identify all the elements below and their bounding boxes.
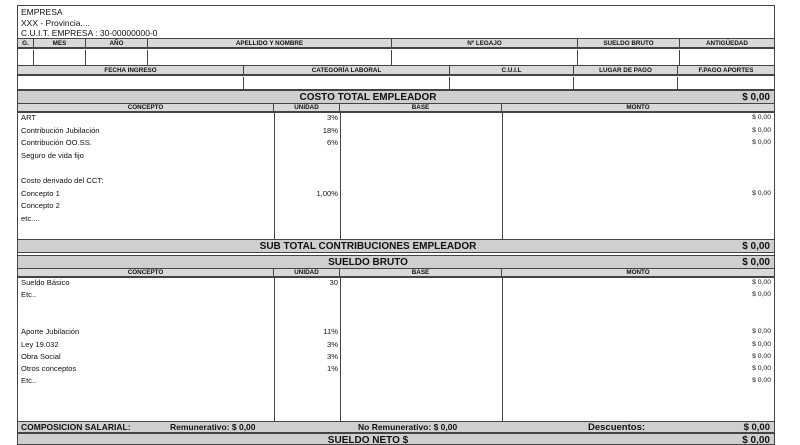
composicion-salarial-bar (18, 421, 774, 433)
no-remunerativo-value: No Remunerativo: $ 0,00 (358, 422, 458, 432)
header-categoria-laboral: CATEGORÍA LABORAL (244, 66, 450, 75)
value-fecha-ingreso[interactable] (18, 77, 244, 90)
employee-value-row-2 (18, 77, 774, 90)
company-block (18, 6, 774, 39)
employee-item-monto: $ 0,00 (752, 279, 771, 286)
employer-item-unidad: 3% (327, 113, 338, 122)
employer-item-unidad: 1,00% (316, 188, 338, 198)
value-ano[interactable] (86, 50, 148, 66)
employer-item-monto: $ 0,00 (752, 189, 771, 197)
employee-item-monto: $ 0,00 (752, 340, 771, 348)
header-ano: AÑO (86, 39, 148, 48)
value-legajo[interactable] (392, 50, 578, 66)
employer-item-concepto: Seguro de vida fijo (21, 150, 84, 160)
header-fpago-aportes: F.PAGO APORTES (678, 66, 774, 75)
costo-total-title: COSTO TOTAL EMPLEADOR (299, 92, 437, 103)
employer-item-monto: $ 0,00 (752, 139, 771, 147)
employee-item-concepto: Obra Social (21, 351, 61, 361)
employer-col-unidad: UNIDAD (274, 104, 340, 112)
company-name: EMPRESA (21, 7, 63, 17)
header-mes: MES (34, 39, 86, 48)
header-fecha-ingreso: FECHA INGRESO (18, 66, 244, 75)
header-sueldo-bruto: SUELDO BRUTO (578, 39, 680, 48)
value-apellido-nombre[interactable] (148, 50, 392, 66)
employee-item-unidad: 30 (329, 278, 338, 287)
company-cuit: C.U.I.T. EMPRESA : 30-00000000-0 (21, 28, 158, 38)
header-antiguedad: ANTIGÜEDAD (680, 39, 774, 48)
employee-item-monto: $ 0,00 (752, 328, 771, 336)
employee-table-body (18, 278, 774, 421)
value-g[interactable] (18, 50, 34, 66)
employee-item-unidad: 1% (327, 364, 338, 374)
header-lugar-pago: LUGAR DE PAGO (574, 66, 678, 75)
descuentos-value: $ 0,00 (743, 422, 770, 433)
sueldo-neto-value: $ 0,00 (742, 435, 770, 445)
employee-item-unidad: 11% (323, 327, 338, 337)
company-province: XXX - Provincia.... (21, 17, 90, 28)
employee-table-header (18, 269, 774, 278)
value-sueldo-bruto[interactable] (578, 50, 680, 66)
value-cuil[interactable] (450, 77, 574, 90)
employee-col-unidad: UNIDAD (274, 269, 340, 277)
employer-item-concepto: Contribución Jubilación (21, 125, 100, 135)
header-cuil: C.U.I.L (450, 66, 574, 75)
employer-item-unidad: 6% (327, 138, 338, 148)
employee-col-monto: MONTO (502, 269, 774, 277)
employee-item-concepto: Aporte Jubilación (21, 327, 80, 337)
sueldo-neto-bar (18, 433, 774, 445)
employer-item-concepto: Concepto 1 (21, 188, 60, 198)
sueldo-neto-title: SUELDO NETO $ (327, 435, 409, 445)
employee-item-concepto: Etc.. (21, 376, 37, 386)
employer-item-concepto: Costo derivado del CCT: (21, 176, 104, 185)
employer-table-body (18, 113, 774, 239)
costo-total-value: $ 0,00 (742, 92, 770, 103)
employer-col-monto: MONTO (502, 104, 774, 112)
value-mes[interactable] (34, 50, 86, 66)
subtotal-bar (18, 239, 774, 253)
header-apellido-nombre: APELLIDO Y NOMBRE (148, 39, 392, 48)
sueldo-bruto-title: SUELDO BRUTO (328, 257, 408, 268)
value-antiguedad[interactable] (680, 50, 774, 66)
value-categoria-laboral[interactable] (244, 77, 450, 90)
employee-col-base: BASE (340, 269, 502, 277)
employer-item-concepto: ART (21, 113, 37, 122)
remunerativo-value: Remunerativo: $ 0,00 (170, 422, 256, 432)
sueldo-bruto-value: $ 0,00 (742, 257, 770, 268)
value-lugar-pago[interactable] (574, 77, 678, 90)
employee-item-monto: $ 0,00 (752, 377, 771, 385)
employee-item-monto: $ 0,00 (752, 291, 771, 299)
subtotal-title: SUB TOTAL CONTRIBUCIONES EMPLEADOR (259, 241, 477, 252)
employer-item-concepto: Contribución OO.SS. (21, 138, 92, 148)
descuentos-label: Descuentos: (588, 422, 646, 433)
employee-col-concepto: CONCEPTO (18, 269, 274, 277)
employer-item-concepto: Concepto 2 (21, 201, 60, 211)
employer-col-base: BASE (340, 104, 502, 112)
employee-item-monto: $ 0,00 (752, 365, 771, 373)
employee-value-row-1 (18, 50, 774, 66)
employee-header-row-2 (18, 66, 774, 76)
costo-total-bar (18, 90, 774, 104)
employee-item-concepto: Sueldo Básico (21, 278, 70, 287)
sueldo-bruto-bar (18, 255, 774, 269)
employee-item-monto: $ 0,00 (752, 352, 771, 360)
employee-item-unidad: 3% (327, 339, 338, 349)
employee-item-concepto: Etc.. (21, 290, 37, 300)
employee-item-concepto: Ley 19.032 (21, 339, 59, 349)
employer-table-header (18, 104, 774, 113)
employee-item-unidad: 3% (327, 351, 338, 361)
employer-item-monto: $ 0,00 (752, 126, 771, 134)
header-legajo: Nº LEGAJO (392, 39, 578, 48)
employer-item-monto: $ 0,00 (752, 114, 771, 121)
header-g: G. (18, 39, 34, 48)
value-fpago-aportes[interactable] (678, 77, 774, 90)
employee-header-row-1 (18, 39, 774, 49)
employer-item-unidad: 18% (322, 125, 338, 135)
employer-item-concepto: etc.... (21, 213, 40, 223)
subtotal-value: $ 0,00 (742, 241, 770, 252)
composicion-label: COMPOSICION SALARIAL: (21, 422, 131, 432)
employee-item-concepto: Otros conceptos (21, 364, 77, 374)
employer-col-concepto: CONCEPTO (18, 104, 274, 112)
payslip-sheet (17, 5, 775, 445)
